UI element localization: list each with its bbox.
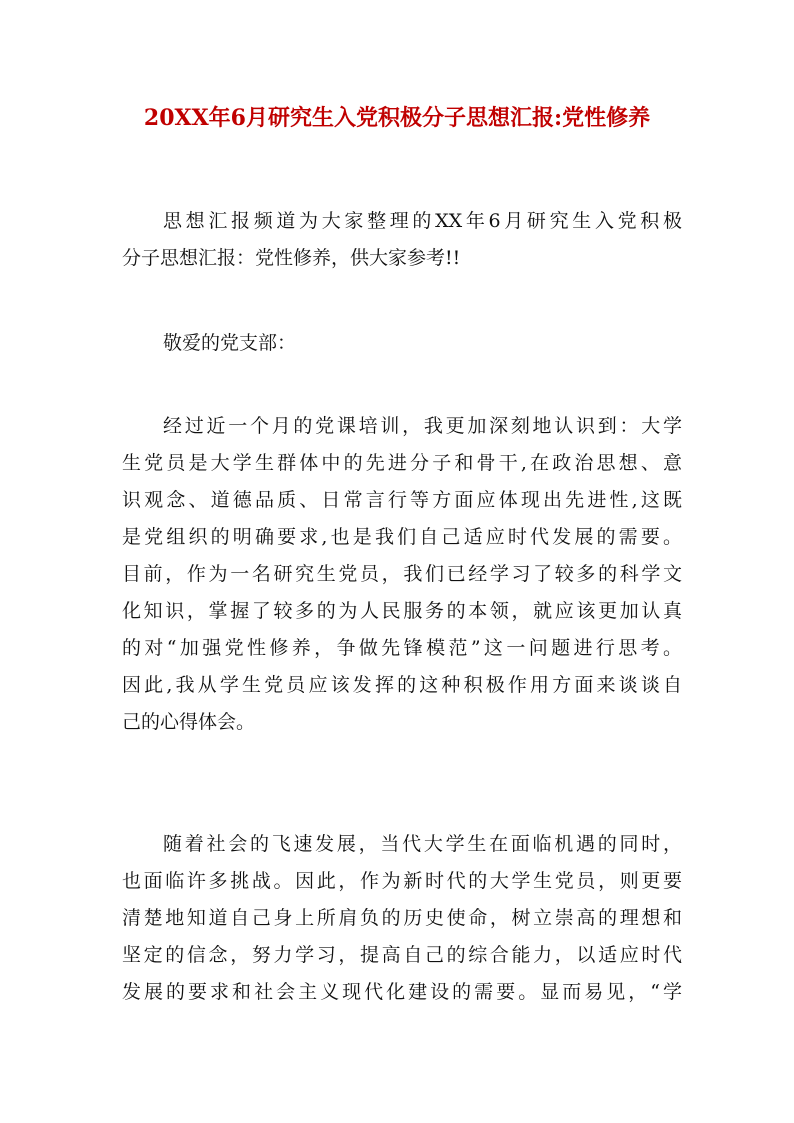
- paragraph-line: 发展的要求和社会主义现代化建设的需要。显而易见，“学: [122, 981, 682, 1003]
- paragraph-line: 经过近一个月的党课培训，我更加深刻地认识到：大学: [163, 415, 682, 437]
- intro-line: 分子思想汇报：党性修养，供大家参考!!: [122, 247, 461, 269]
- paragraph-line: 也面临许多挑战。因此，作为新时代的大学生党员，则更要: [122, 870, 682, 892]
- paragraph-line: 己的心得体会。: [122, 711, 256, 733]
- intro-line: 思想汇报频道为大家整理的XX年6月研究生入党积极: [163, 210, 682, 232]
- paragraph-1: [122, 408, 682, 741]
- paragraph-line: 因此,我从学生党员应该发挥的这种积极作用方面来谈谈自: [122, 674, 682, 696]
- paragraph-line: 识观念、道德品质、日常言行等方面应体现出先进性,这既: [122, 489, 682, 511]
- paragraph-line: 随着社会的飞速发展，当代大学生在面临机遇的同时，: [163, 833, 682, 855]
- paragraph-line: 目前，作为一名研究生党员，我们已经学习了较多的科学文: [122, 563, 682, 585]
- salutation: [122, 325, 682, 362]
- paragraph-line: 是党组织的明确要求,也是我们自己适应时代发展的需要。: [122, 526, 682, 548]
- document-title: 20XX年6月研究生入党积极分子思想汇报:党性修养: [143, 105, 651, 131]
- intro-paragraph: [122, 203, 682, 277]
- paragraph-line: 清楚地知道自己身上所肩负的历史使命，树立崇高的理想和: [122, 907, 682, 929]
- paragraph-line: 坚定的信念，努力学习，提高自己的综合能力，以适应时代: [122, 944, 682, 966]
- paragraph-line: 生党员是大学生群体中的先进分子和骨干,在政治思想、意: [122, 452, 682, 474]
- salutation-text: 敬爱的党支部：: [163, 332, 297, 354]
- paragraph-2: [122, 826, 682, 1011]
- paragraph-line: 化知识，掌握了较多的为人民服务的本领，就应该更加认真: [122, 600, 682, 622]
- paragraph-line: 的对“加强党性修养，争做先锋模范”这一问题进行思考。: [122, 637, 682, 659]
